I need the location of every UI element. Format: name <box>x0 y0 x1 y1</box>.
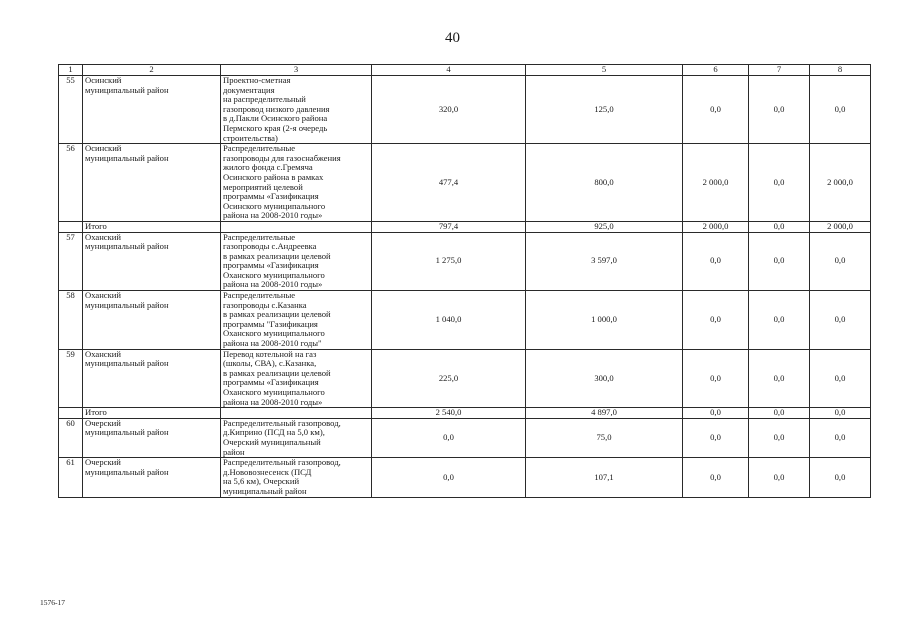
district-name: Оханский муниципальный район <box>83 232 221 291</box>
project-description: Распределительные газопроводы для газоснабжения жилого фонда с.Гремяча Осинского района в рамках мероприятий целевой программы «Газификация Осинского муниципального района на 2008-2010 годы» <box>221 144 372 222</box>
district-name: Очерский муниципальный район <box>83 418 221 457</box>
value-col-7: 0,0 <box>749 76 810 144</box>
table-row <box>59 458 871 497</box>
column-header-5: 5 <box>526 65 683 76</box>
column-header-7: 7 <box>749 65 810 76</box>
row-index: 61 <box>59 458 83 497</box>
row-index: 59 <box>59 349 83 408</box>
value-col-5: 75,0 <box>526 418 683 457</box>
table-row <box>59 418 871 457</box>
empty-cell <box>221 408 372 419</box>
project-description: Проектно-сметная документация на распределительный газопровод низкого давления в д.Пакли Осинского района Пермского края (2-я очередь строительства) <box>221 76 372 144</box>
column-header-4: 4 <box>372 65 526 76</box>
district-name: Осинский муниципальный район <box>83 144 221 222</box>
value-col-5: 300,0 <box>526 349 683 408</box>
row-index: 56 <box>59 144 83 222</box>
table-row <box>59 349 871 408</box>
page-number: 40 <box>445 30 460 46</box>
value-col-8: 2 000,0 <box>810 144 871 222</box>
value-col-4: 320,0 <box>372 76 526 144</box>
value-col-4: 1 040,0 <box>372 291 526 350</box>
value-col-4: 2 540,0 <box>372 408 526 419</box>
column-header-3: 3 <box>221 65 372 76</box>
district-name: Осинский муниципальный район <box>83 76 221 144</box>
project-description: Распределительный газопровод, д.Киприно (ПСД на 5,0 км), Очерский муниципальный район <box>221 418 372 457</box>
empty-cell <box>221 221 372 232</box>
value-col-8: 0,0 <box>810 458 871 497</box>
value-col-6: 0,0 <box>683 291 749 350</box>
table-row <box>59 232 871 291</box>
value-col-6: 2 000,0 <box>683 144 749 222</box>
value-col-4: 797,4 <box>372 221 526 232</box>
value-col-6: 2 000,0 <box>683 221 749 232</box>
subtotal-row <box>59 408 871 419</box>
value-col-8: 2 000,0 <box>810 221 871 232</box>
value-col-6: 0,0 <box>683 76 749 144</box>
subtotal-label: Итого <box>83 408 221 419</box>
value-col-4: 225,0 <box>372 349 526 408</box>
project-description: Распределительные газопроводы с.Казанка в рамках реализации целевой программы "Газификация Оханского муниципального района на 2008-2010 годы" <box>221 291 372 350</box>
column-header-8: 8 <box>810 65 871 76</box>
value-col-5: 107,1 <box>526 458 683 497</box>
column-header-1: 1 <box>59 65 83 76</box>
header-row <box>59 65 871 76</box>
value-col-5: 3 597,0 <box>526 232 683 291</box>
value-col-7: 0,0 <box>749 291 810 350</box>
value-col-5: 1 000,0 <box>526 291 683 350</box>
value-col-6: 0,0 <box>683 408 749 419</box>
value-col-6: 0,0 <box>683 418 749 457</box>
value-col-7: 0,0 <box>749 144 810 222</box>
value-col-8: 0,0 <box>810 408 871 419</box>
value-col-7: 0,0 <box>749 221 810 232</box>
value-col-8: 0,0 <box>810 76 871 144</box>
value-col-4: 0,0 <box>372 418 526 457</box>
subtotal-row <box>59 221 871 232</box>
value-col-8: 0,0 <box>810 232 871 291</box>
value-col-7: 0,0 <box>749 458 810 497</box>
value-col-8: 0,0 <box>810 349 871 408</box>
value-col-4: 477,4 <box>372 144 526 222</box>
row-index: 55 <box>59 76 83 144</box>
district-name: Очерский муниципальный район <box>83 458 221 497</box>
value-col-4: 1 275,0 <box>372 232 526 291</box>
value-col-6: 0,0 <box>683 349 749 408</box>
row-index: 57 <box>59 232 83 291</box>
value-col-5: 125,0 <box>526 76 683 144</box>
value-col-4: 0,0 <box>372 458 526 497</box>
budget-table <box>58 64 871 498</box>
project-description: Распределительный газопровод, д.Нововознесенск (ПСД на 5,6 км), Очерский муниципальный район <box>221 458 372 497</box>
value-col-5: 925,0 <box>526 221 683 232</box>
value-col-7: 0,0 <box>749 232 810 291</box>
project-description: Перевод котельной на газ (школы, СВА), с.Казанка, в рамках реализации целевой программы «Газификация Оханского муниципального района на 2008-2010 годы» <box>221 349 372 408</box>
column-header-6: 6 <box>683 65 749 76</box>
row-index: 60 <box>59 418 83 457</box>
row-index: 58 <box>59 291 83 350</box>
district-name: Оханский муниципальный район <box>83 349 221 408</box>
table-row <box>59 76 871 144</box>
value-col-5: 800,0 <box>526 144 683 222</box>
value-col-7: 0,0 <box>749 418 810 457</box>
value-col-6: 0,0 <box>683 458 749 497</box>
value-col-7: 0,0 <box>749 349 810 408</box>
project-description: Распределительные газопроводы с.Андреевка в рамках реализации целевой программы «Газификация Оханского муниципального района на 2008-2010 годы» <box>221 232 372 291</box>
row-index-cell <box>59 408 83 419</box>
column-header-2: 2 <box>83 65 221 76</box>
value-col-6: 0,0 <box>683 232 749 291</box>
table-body <box>59 76 871 498</box>
row-index-cell <box>59 221 83 232</box>
value-col-5: 4 897,0 <box>526 408 683 419</box>
table-row <box>59 291 871 350</box>
document-code: 1576-17 <box>40 598 65 607</box>
value-col-8: 0,0 <box>810 418 871 457</box>
district-name: Оханский муниципальный район <box>83 291 221 350</box>
subtotal-label: Итого <box>83 221 221 232</box>
value-col-8: 0,0 <box>810 291 871 350</box>
value-col-7: 0,0 <box>749 408 810 419</box>
table-row <box>59 144 871 222</box>
